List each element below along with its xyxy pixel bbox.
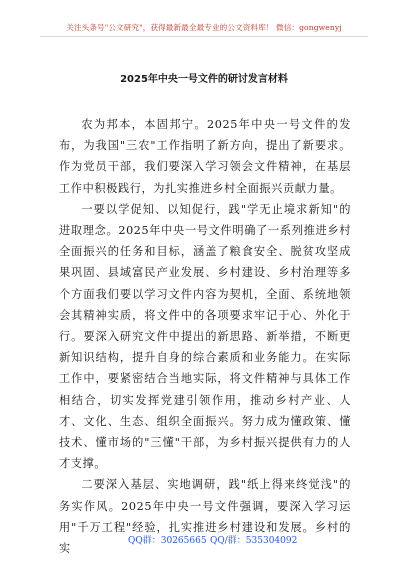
document-body [59,114,351,559]
page-footer [0,533,408,549]
qq-group-right: QQ/群：535304092 [210,536,298,546]
paragraph-intro: 农为邦本，本固邦宁。2025年中央一号文件的发布，为我国"三农"工作指明了新方向，提出了新要求。作为党员干部，我们要深入学习领会文件精神，在基层工作中积极践行，为扎实推进乡村全面振兴贡献力量。 [59,118,351,195]
paragraph-point-one: 一要以学促知、以知促行，践"学无止境求新知"的进取理念。2025年中央一号文件明确了一系列推进乡村全面振兴的任务和目标，涵盖了粮食安全、脱贫攻坚成果巩固、县域富民产业发展、乡村建设、乡村治理等多个方面我们要以学习文件内容为契机，全面、系统地领会其精神实质，将文件中的各项要求牢记于心、外化于行。要深入研究文件中提出的新思路、新举措，不断更新知识结构，提升自身的综合素质和业务能力。在实际工作中，要紧密结合当地实际，将文件精神与具体工作相结合，切实发挥党建引领作用，推动乡村产业、人才、文化、生态、组织全面振兴。努力成为懂政策、懂技术、懂市场的"三懂"干部，为乡村振兴提供有力的人才支撑。 [59,202,351,471]
document-title: 2025年中央一号文件的研讨发言材料 [120,74,288,85]
paragraph-point-two: 二要深入基层、实地调研，践"纸上得来终觉浅"的务实作风。2025年中央一号文件强调，要深入学习运用"千万工程"经验，扎实推进乡村建设和发展。乡村的实 [59,478,351,556]
header-banner: 关注头条号"公文研究"，获得最新最全最专业的公文资料库！ 微信：gongwenyj [66,23,342,32]
qq-group-left: QQ群：30265665 [128,536,207,546]
header-divider [40,36,368,37]
